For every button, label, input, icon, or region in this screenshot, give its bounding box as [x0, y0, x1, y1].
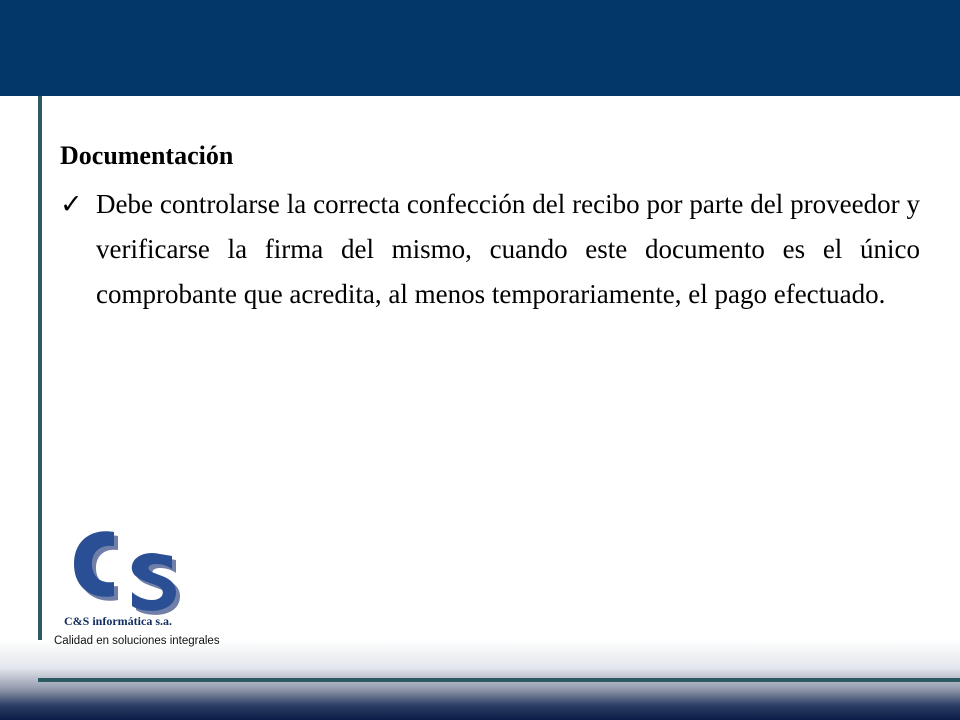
- header-band: [0, 0, 960, 96]
- bottom-border-rule: [38, 678, 960, 682]
- svg-text:&: &: [119, 556, 130, 571]
- slide-heading: Documentación: [60, 141, 234, 170]
- logo-company-name: C&S informática s.a.: [64, 614, 172, 628]
- logo-tagline: Calidad en soluciones integrales: [54, 635, 220, 647]
- slide-content: [60, 134, 920, 317]
- checkmark-icon: ✓: [60, 189, 83, 220]
- bullet-text: Debe controlarse la correcta confección del recibo por parte del proveedor y verificarse la firma del mismo, cuando este documento es el único comprobante que acredita, al menos temporariamente, el pago efectuado.: [96, 189, 920, 309]
- left-border-rule: [38, 96, 42, 682]
- bullet-item: [60, 182, 920, 317]
- company-logo-icon: [52, 520, 222, 650]
